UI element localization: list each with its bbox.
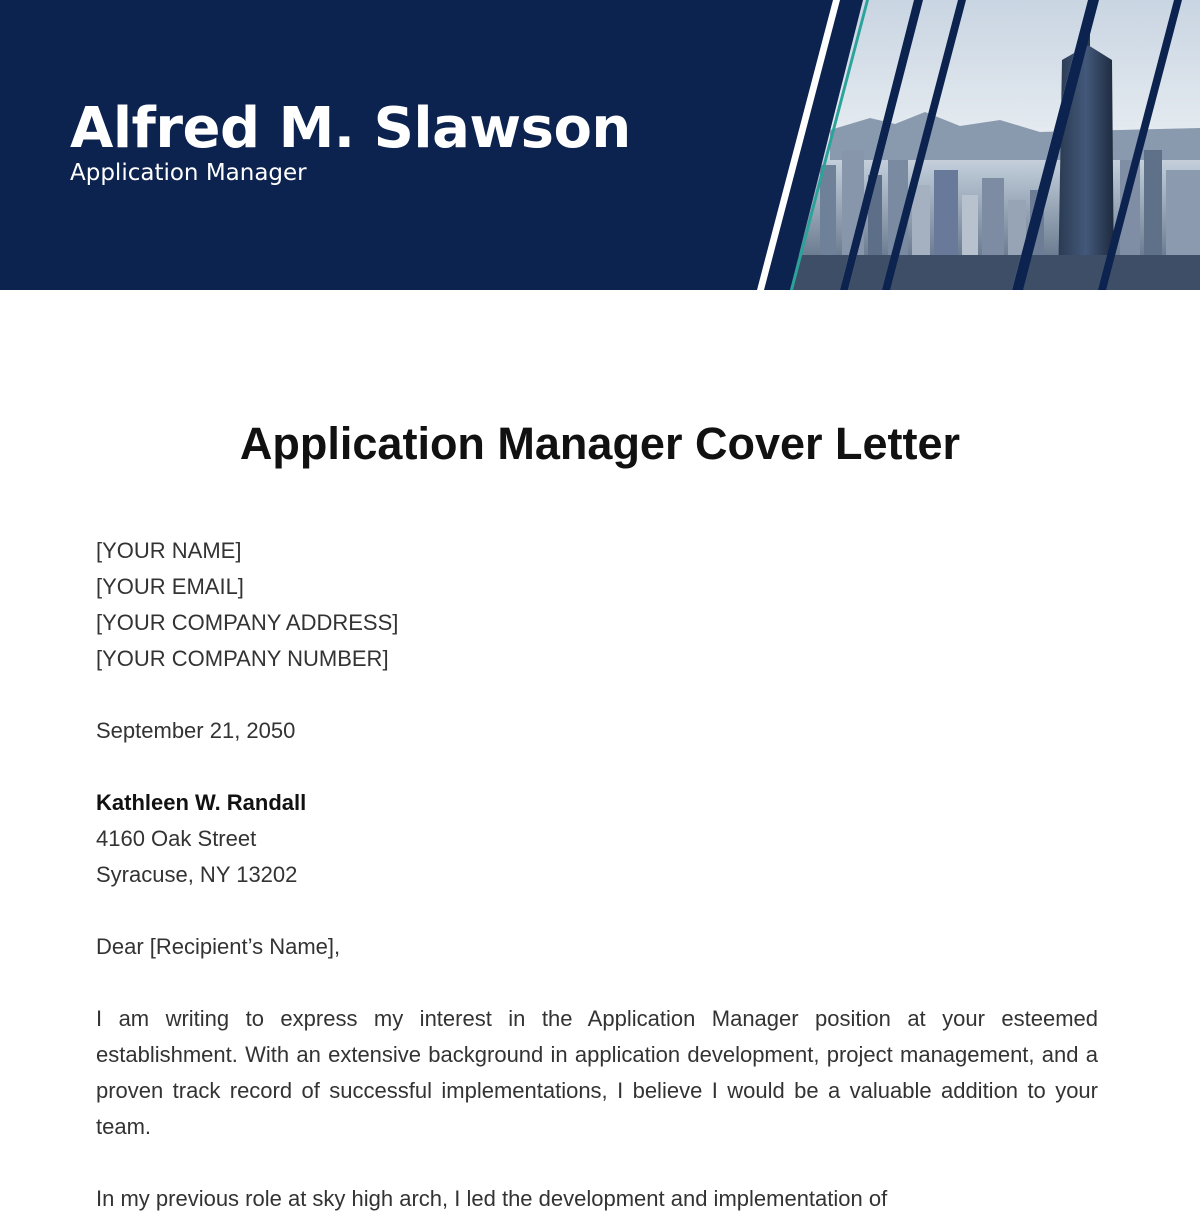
recipient-city: Syracuse, NY 13202	[96, 862, 298, 887]
recipient-street: 4160 Oak Street	[96, 826, 257, 851]
header-name: Alfred M. Slawson	[70, 96, 631, 161]
sender-number: [YOUR COMPANY NUMBER]	[96, 646, 389, 671]
letterhead-banner	[0, 0, 1200, 290]
letter-date: September 21, 2050	[96, 718, 296, 743]
body-paragraph-1: I am writing to express my interest in the Application Manager position at your esteemed establishment. With an extensive background in application development, project management, and a proven track record of successful implementations, I believe I would be a valuable addition to your team.	[96, 1006, 1098, 1139]
recipient-name: Kathleen W. Randall	[96, 790, 307, 815]
document-title: Application Manager Cover Letter	[239, 418, 961, 469]
letter-body	[96, 533, 1098, 1217]
salutation: Dear [Recipient’s Name],	[96, 934, 341, 959]
sender-name: [YOUR NAME]	[96, 538, 242, 563]
body-paragraph-2: In my previous role at sky high arch, I led the development and implementation of	[96, 1186, 888, 1211]
sender-email: [YOUR EMAIL]	[96, 574, 244, 599]
header-role: Application Manager	[70, 160, 307, 186]
sender-address: [YOUR COMPANY ADDRESS]	[96, 610, 399, 635]
